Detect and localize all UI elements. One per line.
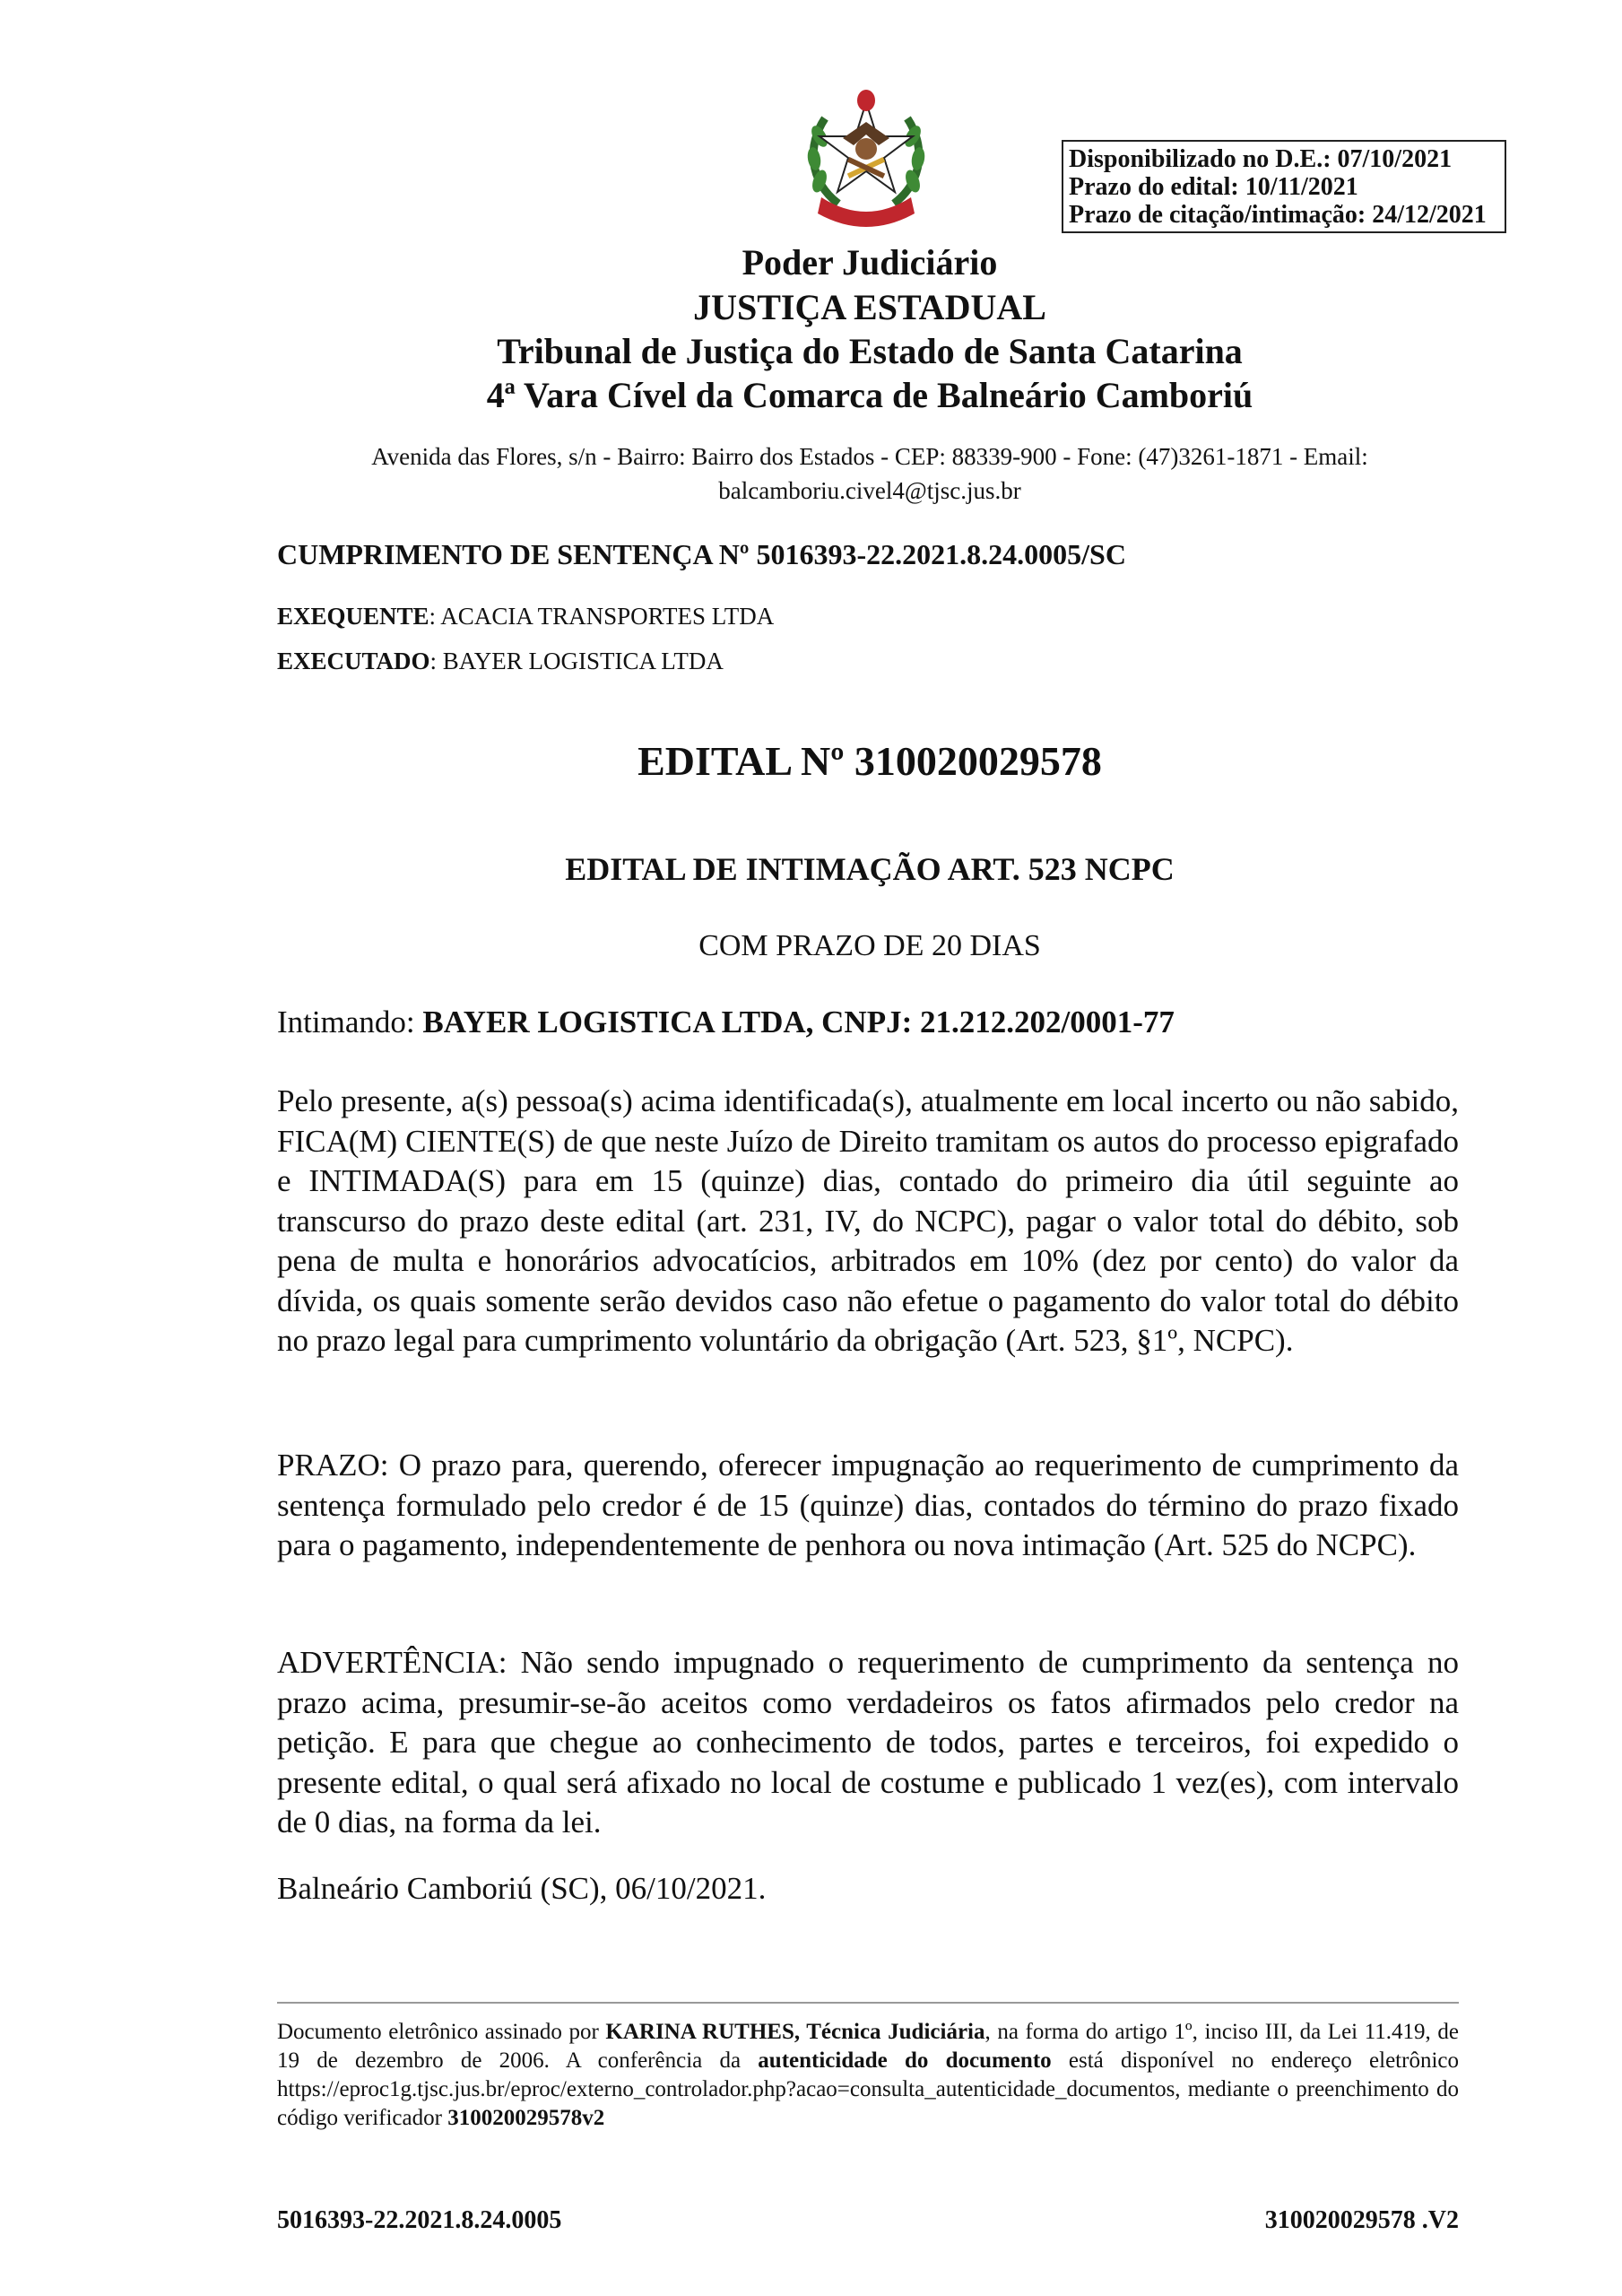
paragraph-prazo: PRAZO: O prazo para, querendo, oferecer impugnação ao requerimento de cumprimento da sentença formulado pelo credor é de 15 (quinze) dias, contados do término do prazo fixado para o pagamento, independentemente de penhora ou nova intimação (Art. 525 do NCPC). bbox=[277, 1448, 1459, 1562]
state-coat-of-arms-seal bbox=[789, 83, 943, 237]
edital-number: EDITAL Nº 310020029578 bbox=[638, 738, 1102, 784]
citation-deadline: Prazo de citação/intimação: 24/12/2021 bbox=[1069, 201, 1487, 229]
paragraph-advertencia: ADVERTÊNCIA: Não sendo impugnado o requerimento de cumprimento da sentença no prazo acima, presumir-se-ão aceitos como verdadeiros os fatos afirmados pelo credor na petição. E para que chegue ao conhecimento de todos, partes e terceiros, foi expedido o presente edital, o qual será afixado no local de costume e publicado 1 vez(es), com intervalo de 0 dias, na forma da lei. bbox=[277, 1645, 1459, 1839]
signature-middle: , na forma do artigo 1º, inciso III, da Lei 11.419, de 19 de dezembro de 2006. A conferência da bbox=[277, 2020, 1459, 2073]
signature-prefix: Documento eletrônico assinado por bbox=[277, 2020, 606, 2044]
verification-code: 310020029578v2 bbox=[447, 2106, 605, 2130]
edital-type: EDITAL DE INTIMAÇÃO ART. 523 NCPC bbox=[565, 851, 1175, 887]
executado-label: EXECUTADO bbox=[277, 648, 430, 674]
footer-document-version: 310020029578 .V2 bbox=[1264, 2206, 1459, 2234]
executado-name: : BAYER LOGISTICA LTDA bbox=[429, 648, 724, 674]
signature-suffix: está disponível no endereço eletrônico https://eproc1g.tjsc.jus.br/eproc/externo_controlador.php?acao=consulta_autenticidade_documentos, mediante o preenchimento do código verificador bbox=[277, 2048, 1459, 2130]
availability-date: Disponibilizado no D.E.: 07/10/2021 bbox=[1069, 145, 1453, 173]
footer-divider bbox=[277, 2002, 1459, 2004]
exequente-label: EXEQUENTE bbox=[277, 603, 429, 630]
address-line-1: Avenida das Flores, s/n - Bairro: Bairro dos Estados - CEP: 88339-900 - Fone: (47)3261-1871 - Email: bbox=[371, 443, 1368, 470]
exequente-name: : ACACIA TRANSPORTES LTDA bbox=[429, 603, 775, 630]
intimando-party: BAYER LOGISTICA LTDA, CNPJ: 21.212.202/0001-77 bbox=[422, 1004, 1175, 1039]
signer-name: KARINA RUTHES, Técnica Judiciária bbox=[605, 2020, 985, 2044]
address-line-2: balcamboriu.civel4@tjsc.jus.br bbox=[718, 477, 1021, 504]
footer-process-number: 5016393-22.2021.8.24.0005 bbox=[277, 2206, 562, 2234]
intimando-line bbox=[277, 1004, 1175, 1040]
edital-deadline: Prazo do edital: 10/11/2021 bbox=[1069, 173, 1358, 201]
edital-term: COM PRAZO DE 20 DIAS bbox=[698, 929, 1041, 962]
executado-line bbox=[277, 648, 724, 675]
header-judiciary: Poder Judiciário bbox=[742, 242, 998, 283]
intimando-label: Intimando: bbox=[277, 1004, 423, 1039]
header-state-justice: JUSTIÇA ESTADUAL bbox=[693, 287, 1046, 327]
header-court: Tribunal de Justiça do Estado de Santa Catarina bbox=[497, 331, 1243, 371]
authenticity-label: autenticidade do documento bbox=[758, 2048, 1052, 2073]
electronic-signature-note bbox=[277, 2018, 1459, 2133]
exequente-line bbox=[277, 603, 774, 631]
case-title: CUMPRIMENTO DE SENTENÇA Nº 5016393-22.2021.8.24.0005/SC bbox=[277, 538, 1126, 570]
place-and-date: Balneário Camboriú (SC), 06/10/2021. bbox=[277, 1871, 767, 1906]
paragraph-intimation: Pelo presente, a(s) pessoa(s) acima identificada(s), atualmente em local incerto ou não sabido, FICA(M) CIENTE(S) de que neste Juízo de Direito tramitam os autos do processo epigrafado e INTIMADA(S) para em 15 (quinze) dias, contado do primeiro dia útil seguinte ao transcurso do prazo deste edital (art. 231, IV, do NCPC), pagar o valor total do débito, sob pena de multa e honorários advocatícios, arbitrados em 10% (dez por cento) do valor da dívida, os quais somente serão devidos caso não efetue o pagamento do valor total do débito no prazo legal para cumprimento voluntário da obrigação (Art. 523, §1º, NCPC). bbox=[277, 1083, 1459, 1358]
header-civil-court: 4ª Vara Cível da Comarca de Balneário Camboriú bbox=[486, 375, 1253, 415]
publication-dates-box bbox=[1062, 140, 1506, 233]
court-address bbox=[269, 439, 1470, 508]
